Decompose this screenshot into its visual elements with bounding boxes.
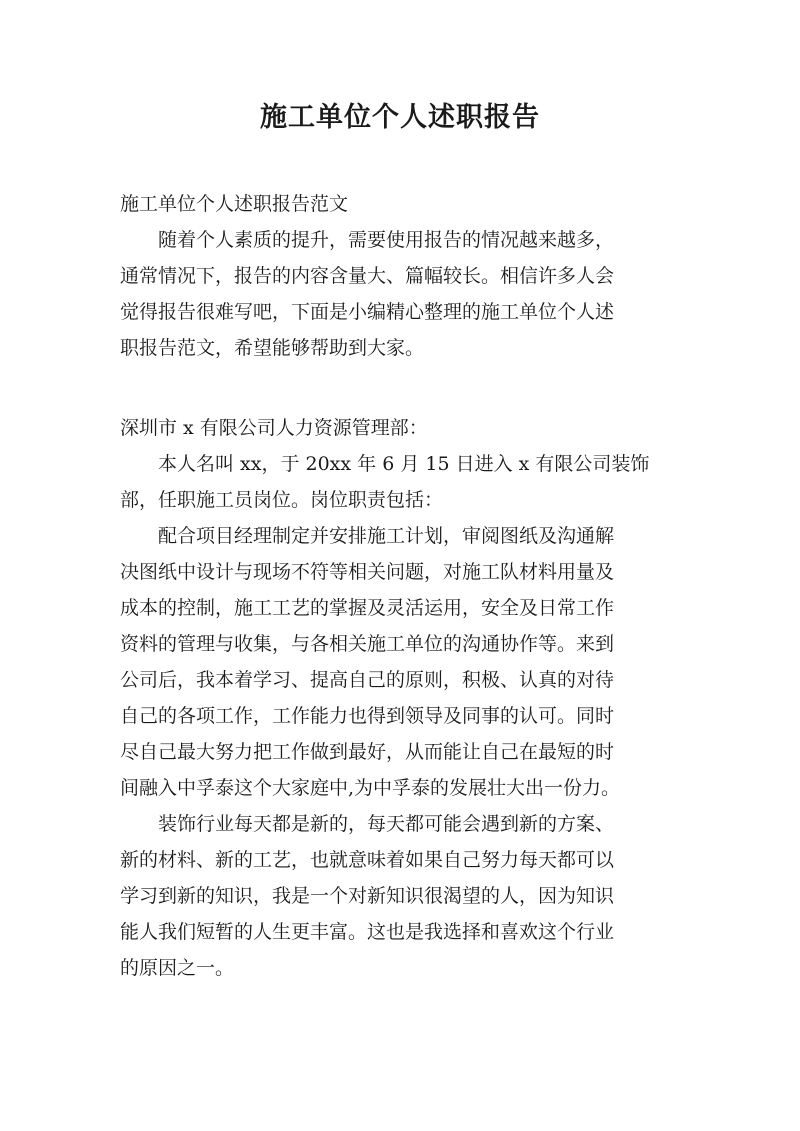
paragraph-line: 的原因之一。 xyxy=(120,957,235,979)
paragraph-line: 学习到新的知识，我是一个对新知识很渴望的人，因为知识 xyxy=(120,885,615,907)
subtitle-line: 施工单位个人述职报告范文 xyxy=(120,193,349,215)
paragraph-line: 公司后，我本着学习、提高自己的原则，积极、认真的对待 xyxy=(120,669,615,691)
intro-line: 职报告范文，希望能够帮助到大家。 xyxy=(120,337,425,359)
paragraph-line: 间融入中孚泰这个大家庭中,为中孚泰的发展壮大出一份力。 xyxy=(120,777,621,799)
paragraph-line: 本人名叫 xx，于 20xx 年 6 月 15 日进入 x 有限公司装饰 xyxy=(158,453,650,475)
intro-line: 觉得报告很难写吧，下面是小编精心整理的施工单位个人述 xyxy=(120,301,615,323)
intro-line: 随着个人素质的提升，需要使用报告的情况越来越多， xyxy=(158,229,615,251)
document-subtitle xyxy=(120,186,686,222)
intro-line: 通常情况下，报告的内容含量大、篇幅较长。相信许多人会 xyxy=(120,265,615,287)
intro-paragraph xyxy=(120,222,686,366)
paragraph-line: 装饰行业每天都是新的，每天都可能会遇到新的方案、 xyxy=(158,813,615,835)
letter-body xyxy=(120,410,686,986)
paragraph-line: 配合项目经理制定并安排施工计划，审阅图纸及沟通解 xyxy=(158,525,615,547)
paragraph-line: 尽自己最大努力把工作做到最好，从而能让自己在最短的时 xyxy=(120,741,615,763)
paragraph-line: 新的材料、新的工艺，也就意味着如果自己努力每天都可以 xyxy=(120,849,615,871)
salutation: 深圳市 x 有限公司人力资源管理部： xyxy=(120,417,428,439)
paragraph-line: 资料的管理与收集，与各相关施工单位的沟通协作等。来到 xyxy=(120,633,615,655)
paragraph-line: 决图纸中设计与现场不符等相关问题，对施工队材料用量及 xyxy=(120,561,615,583)
document-title: 施工单位个人述职报告 xyxy=(260,102,540,133)
paragraph-line: 部，任职施工员岗位。岗位职责包括： xyxy=(120,489,444,511)
paragraph-line: 自己的各项工作，工作能力也得到领导及同事的认可。同时 xyxy=(120,705,615,727)
paragraph-line: 成本的控制，施工工艺的掌握及灵活运用，安全及日常工作 xyxy=(120,597,615,619)
paragraph-line: 能人我们短暂的人生更丰富。这也是我选择和喜欢这个行业 xyxy=(120,921,615,943)
